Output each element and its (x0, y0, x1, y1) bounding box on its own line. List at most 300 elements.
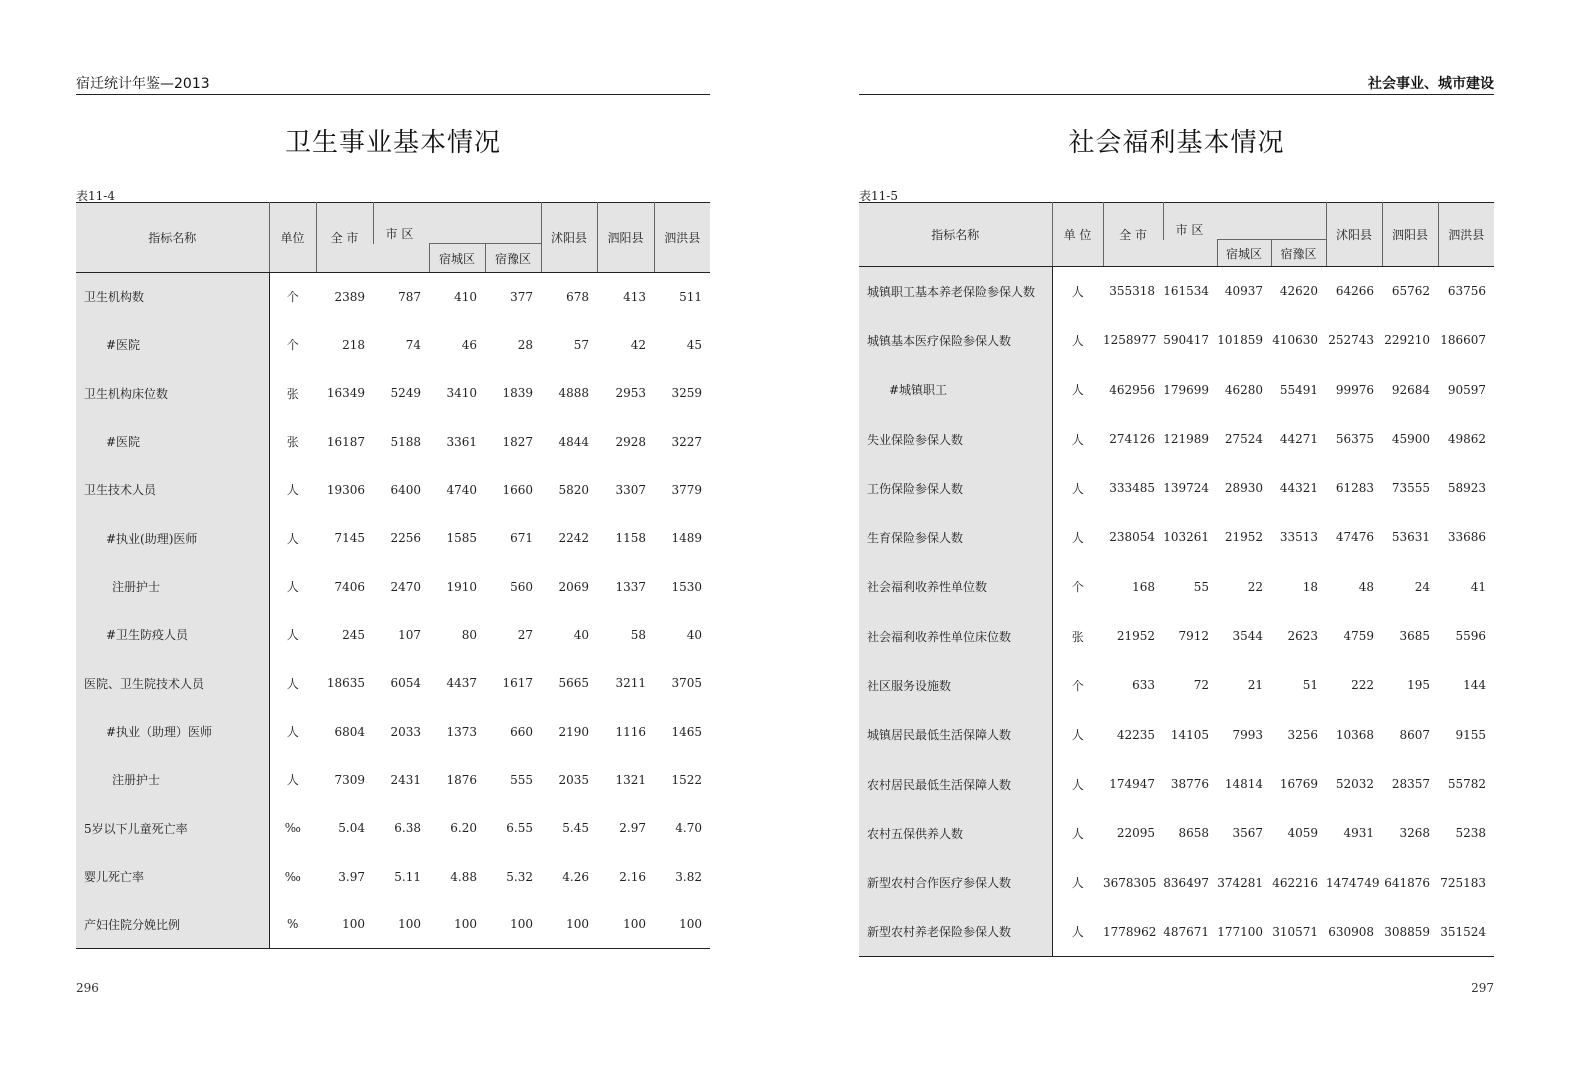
cell-sucheng: 22 (1247, 579, 1263, 594)
table-row (76, 611, 710, 659)
cell-siyang: 308859 (1384, 924, 1431, 939)
cell-sihong: 3.82 (675, 869, 702, 884)
cell-sucheng: 7993 (1232, 727, 1263, 742)
cell-total: 16349 (326, 386, 365, 400)
table-row (76, 804, 710, 853)
header-rule (76, 94, 710, 95)
table-row (859, 513, 1494, 562)
cell-siyang: 413 (623, 289, 647, 304)
cell-sihong: 144 (1463, 678, 1487, 692)
cell-shuyang: 4931 (1343, 826, 1375, 840)
row-unit: 个 (269, 273, 316, 321)
header-unit: 单 位 (1052, 203, 1103, 267)
cell-total: 5.04 (338, 821, 365, 835)
cell-sihong: 100 (679, 917, 702, 932)
cell-sucheng: 101859 (1217, 333, 1263, 347)
row-unit: 人 (1052, 858, 1103, 908)
row-indicator-name: 社会福利收养性单位数 (859, 562, 1052, 612)
cell-city-district: 487671 (1163, 924, 1209, 939)
cell-city-district: 836497 (1163, 875, 1209, 890)
table-row (76, 659, 710, 708)
cell-siyang: 2953 (615, 386, 647, 400)
cell-shuyang: 1474749 (1326, 875, 1380, 890)
table-row (859, 809, 1494, 858)
table-row (76, 756, 710, 804)
cell-shuyang: 5.45 (562, 821, 590, 835)
table-row (76, 853, 710, 901)
cell-suyu: 100 (510, 917, 534, 932)
cell-sucheng: 27524 (1224, 432, 1263, 446)
row-indicator-name: 工伤保险参保人数 (859, 464, 1052, 513)
header-total: 全 市 (316, 203, 373, 273)
row-indicator-name: #医院 (76, 418, 269, 466)
row-unit: 人 (1052, 760, 1103, 809)
cell-shuyang: 40 (573, 627, 590, 642)
cell-suyu: 462216 (1272, 875, 1319, 890)
cell-total: 245 (342, 627, 365, 642)
row-unit: 人 (269, 514, 316, 563)
cell-sihong: 1489 (671, 531, 702, 545)
cell-siyang: 28357 (1391, 777, 1431, 791)
cell-shuyang: 57 (573, 337, 590, 352)
cell-sucheng: 4740 (446, 482, 477, 497)
row-indicator-name: 社会福利收养性单位床位数 (859, 612, 1052, 661)
cell-total: 19306 (326, 482, 365, 497)
cell-shuyang: 61283 (1335, 481, 1375, 495)
cell-sucheng: 40937 (1224, 284, 1263, 299)
cell-siyang: 100 (623, 917, 647, 932)
cell-sihong: 3259 (671, 386, 702, 400)
row-unit: 张 (269, 369, 316, 418)
cell-shuyang: 678 (566, 289, 590, 304)
header-sucheng: 宿城区 (429, 244, 485, 273)
table-code: 表11-5 (859, 189, 898, 203)
table-title: 社会福利基本情况 (1068, 128, 1285, 158)
cell-sihong: 41 (1470, 579, 1487, 594)
cell-city-district: 161534 (1163, 284, 1209, 299)
cell-siyang: 42 (630, 337, 647, 352)
cell-siyang: 2.16 (619, 869, 647, 884)
row-unit: 人 (1052, 710, 1103, 760)
row-unit: 个 (269, 321, 316, 369)
row-unit: 人 (269, 659, 316, 708)
cell-sihong: 55782 (1447, 777, 1487, 791)
cell-shuyang: 2190 (558, 724, 590, 739)
header-total: 全 市 (1103, 203, 1163, 267)
cell-suyu: 55491 (1279, 382, 1319, 397)
row-unit: 人 (1052, 809, 1103, 858)
cell-total: 3.97 (338, 869, 365, 884)
cell-shuyang: 47476 (1335, 530, 1375, 544)
cell-total: 6804 (334, 724, 365, 739)
row-unit: 人 (1052, 908, 1103, 957)
cell-suyu: 28 (517, 337, 534, 352)
cell-sihong: 186607 (1440, 333, 1487, 347)
table-row (76, 418, 710, 466)
cell-sihong: 33686 (1447, 530, 1487, 544)
cell-suyu: 6.55 (506, 821, 534, 835)
row-unit: ‰ (269, 804, 316, 853)
running-head: 社会事业、城市建设 (1368, 76, 1494, 92)
row-indicator-name: 社区服务设施数 (859, 661, 1052, 710)
cell-sucheng: 3410 (446, 386, 477, 400)
header-siyang: 泗阳县 (1382, 203, 1438, 267)
row-unit: 张 (269, 418, 316, 466)
cell-sihong: 63756 (1447, 284, 1487, 299)
cell-siyang: 92684 (1391, 382, 1431, 397)
cell-shuyang: 4.26 (562, 869, 590, 884)
row-indicator-name: 城镇基本医疗保险参保人数 (859, 316, 1052, 365)
cell-shuyang: 99976 (1335, 382, 1375, 397)
row-indicator-name: 注册护士 (76, 563, 269, 611)
cell-sucheng: 3544 (1232, 629, 1263, 643)
cell-city-district: 2431 (390, 772, 421, 787)
header-indicator: 指标名称 (76, 203, 269, 273)
cell-total: 274126 (1109, 432, 1155, 446)
cell-sihong: 49862 (1447, 432, 1487, 446)
cell-siyang: 3211 (615, 676, 647, 690)
cell-siyang: 1116 (615, 724, 647, 739)
right-page (793, 0, 1587, 1077)
cell-total: 42235 (1116, 727, 1155, 742)
cell-total: 1258977 (1103, 333, 1157, 347)
cell-siyang: 195 (1407, 678, 1431, 692)
table-row (76, 273, 710, 321)
cell-total: 462956 (1109, 382, 1155, 397)
cell-total: 21952 (1116, 629, 1155, 643)
cell-total: 218 (342, 337, 365, 352)
cell-suyu: 660 (510, 724, 534, 739)
cell-shuyang: 5665 (558, 676, 590, 690)
cell-shuyang: 4888 (558, 386, 590, 400)
cell-sucheng: 3567 (1232, 826, 1263, 840)
table-row (859, 661, 1494, 710)
health-stats-table (76, 202, 710, 949)
cell-city-district: 100 (398, 917, 421, 932)
cell-sihong: 5596 (1455, 629, 1487, 643)
cell-siyang: 229210 (1384, 333, 1431, 347)
row-unit: ‰ (269, 853, 316, 901)
cell-sihong: 1465 (671, 724, 702, 739)
row-indicator-name: 失业保险参保人数 (859, 415, 1052, 464)
table-row (76, 563, 710, 611)
cell-total: 18635 (326, 676, 365, 690)
cell-sihong: 45 (686, 337, 702, 352)
row-indicator-name: #卫生防疫人员 (76, 611, 269, 659)
row-unit: 人 (1052, 365, 1103, 415)
table-row (859, 858, 1494, 908)
table-row (859, 760, 1494, 809)
row-unit: 人 (1052, 267, 1103, 316)
table-row (859, 415, 1494, 464)
running-head: 宿迁统计年鉴—2013 (76, 76, 210, 92)
welfare-stats-table (859, 202, 1494, 957)
row-indicator-name: 城镇职工基本养老保险参保人数 (859, 267, 1052, 316)
cell-sihong: 725183 (1440, 875, 1487, 890)
table-row (859, 267, 1494, 316)
cell-city-district: 8658 (1178, 826, 1209, 840)
cell-total: 100 (342, 917, 365, 932)
row-indicator-name: 新型农村合作医疗参保人数 (859, 858, 1052, 908)
cell-total: 3678305 (1103, 875, 1157, 890)
row-indicator-name: #医院 (76, 321, 269, 369)
header-siyang: 泗阳县 (597, 203, 654, 273)
cell-siyang: 45900 (1391, 432, 1431, 446)
cell-sihong: 58923 (1447, 481, 1487, 495)
table-row (76, 369, 710, 418)
cell-sucheng: 14814 (1224, 777, 1263, 791)
cell-total: 22095 (1116, 826, 1155, 840)
cell-siyang: 73555 (1391, 481, 1431, 495)
cell-shuyang: 2242 (558, 531, 590, 545)
cell-siyang: 3685 (1399, 629, 1431, 643)
cell-sucheng: 1910 (446, 579, 477, 594)
cell-siyang: 3307 (615, 482, 647, 497)
cell-city-district: 5249 (390, 386, 421, 400)
cell-sucheng: 4437 (446, 676, 477, 690)
cell-shuyang: 252743 (1328, 333, 1375, 347)
table-row (859, 612, 1494, 661)
row-unit: % (269, 901, 316, 949)
cell-total: 174947 (1109, 777, 1155, 791)
cell-city-district: 6054 (390, 676, 421, 690)
cell-suyu: 555 (510, 772, 534, 787)
cell-sihong: 511 (679, 289, 702, 304)
cell-sucheng: 46 (461, 337, 477, 352)
cell-city-district: 6400 (390, 482, 421, 497)
cell-sucheng: 21 (1247, 678, 1263, 692)
header-suyu: 宿豫区 (485, 244, 541, 273)
cell-city-district: 2033 (390, 724, 421, 739)
cell-suyu: 51 (1302, 678, 1319, 692)
cell-shuyang: 48 (1358, 579, 1375, 594)
cell-sihong: 9155 (1455, 727, 1487, 742)
cell-siyang: 8607 (1399, 727, 1431, 742)
table-row (859, 365, 1494, 415)
cell-suyu: 377 (510, 289, 534, 304)
cell-city-district: 38776 (1170, 777, 1209, 791)
cell-suyu: 410630 (1272, 333, 1319, 347)
cell-suyu: 310571 (1272, 924, 1319, 939)
cell-city-district: 103261 (1163, 530, 1209, 544)
cell-city-district: 14105 (1170, 727, 1209, 742)
row-indicator-name: #执业（助理）医师 (76, 708, 269, 756)
row-unit: 人 (1052, 415, 1103, 464)
cell-total: 238054 (1109, 530, 1155, 544)
cell-sihong: 5238 (1455, 826, 1487, 840)
cell-shuyang: 630908 (1328, 924, 1375, 939)
cell-shuyang: 10368 (1335, 727, 1375, 742)
cell-shuyang: 5820 (558, 482, 590, 497)
cell-sucheng: 1876 (446, 772, 477, 787)
header-city-spacer (1163, 240, 1217, 267)
cell-suyu: 44321 (1279, 481, 1319, 495)
cell-suyu: 1839 (502, 386, 534, 400)
cell-city-district: 787 (398, 289, 421, 304)
cell-sucheng: 6.20 (450, 821, 477, 835)
cell-sucheng: 1373 (446, 724, 477, 739)
cell-siyang: 2928 (615, 434, 647, 449)
cell-suyu: 1660 (502, 482, 534, 497)
cell-total: 2389 (334, 289, 365, 304)
cell-city-district: 107 (398, 627, 421, 642)
table-title: 卫生事业基本情况 (284, 128, 501, 158)
header-rule (859, 94, 1494, 95)
cell-total: 7309 (334, 772, 365, 787)
row-unit: 人 (269, 708, 316, 756)
cell-shuyang: 56375 (1335, 432, 1375, 446)
table-row (76, 514, 710, 563)
table-row (859, 710, 1494, 760)
cell-sucheng: 80 (461, 627, 477, 642)
header-sihong: 泗洪县 (1438, 203, 1494, 267)
row-indicator-name: #执业(助理)医师 (76, 514, 269, 563)
cell-siyang: 58 (630, 627, 647, 642)
cell-sihong: 3227 (671, 434, 702, 449)
cell-city-district: 2470 (390, 579, 421, 594)
cell-siyang: 1321 (615, 772, 647, 787)
cell-total: 633 (1132, 678, 1155, 692)
table-row (76, 466, 710, 514)
cell-sucheng: 100 (454, 917, 477, 932)
cell-shuyang: 4759 (1343, 629, 1375, 643)
cell-shuyang: 2035 (558, 772, 590, 787)
cell-total: 7145 (334, 531, 365, 545)
row-indicator-name: 农村五保供养人数 (859, 809, 1052, 858)
cell-city-district: 2256 (390, 531, 421, 545)
cell-suyu: 671 (510, 531, 534, 545)
cell-suyu: 3256 (1287, 727, 1319, 742)
row-unit: 人 (1052, 316, 1103, 365)
row-unit: 个 (1052, 661, 1103, 710)
cell-sucheng: 177100 (1217, 924, 1263, 939)
cell-siyang: 2.97 (619, 821, 647, 835)
cell-suyu: 42620 (1279, 284, 1319, 299)
cell-shuyang: 52032 (1335, 777, 1375, 791)
cell-city-district: 6.38 (394, 821, 421, 835)
cell-suyu: 4059 (1287, 826, 1319, 840)
row-indicator-name: 卫生机构数 (76, 273, 269, 321)
header-shuyang: 沭阳县 (541, 203, 597, 273)
cell-suyu: 44271 (1279, 432, 1319, 446)
row-unit: 人 (269, 466, 316, 514)
cell-city-district: 590417 (1163, 333, 1209, 347)
row-unit: 人 (269, 563, 316, 611)
cell-shuyang: 222 (1351, 678, 1375, 692)
cell-suyu: 33513 (1279, 530, 1319, 544)
cell-sihong: 40 (686, 627, 702, 642)
cell-shuyang: 64266 (1335, 284, 1375, 299)
cell-suyu: 16769 (1279, 777, 1319, 791)
table-row (859, 316, 1494, 365)
cell-siyang: 641876 (1384, 875, 1431, 890)
cell-siyang: 1337 (615, 579, 647, 594)
cell-city-district: 179699 (1163, 382, 1209, 397)
cell-shuyang: 100 (566, 917, 590, 932)
cell-sihong: 351524 (1440, 924, 1487, 939)
cell-sihong: 3779 (671, 482, 702, 497)
table-row (859, 562, 1494, 612)
cell-city-district: 139724 (1163, 481, 1209, 495)
cell-city-district: 72 (1193, 678, 1209, 692)
row-unit: 人 (269, 756, 316, 804)
row-unit: 人 (269, 611, 316, 659)
row-unit: 人 (1052, 513, 1103, 562)
cell-siyang: 53631 (1391, 530, 1431, 544)
cell-sucheng: 374281 (1217, 875, 1263, 890)
cell-total: 1778962 (1103, 924, 1157, 939)
cell-siyang: 24 (1414, 579, 1431, 594)
row-unit: 人 (1052, 464, 1103, 513)
table-row (76, 901, 710, 949)
cell-sucheng: 21952 (1224, 530, 1263, 544)
header-suyu: 宿豫区 (1271, 240, 1326, 267)
row-indicator-name: 产妇住院分娩比例 (76, 901, 269, 949)
cell-sihong: 1522 (671, 772, 702, 787)
cell-total: 7406 (334, 579, 365, 594)
cell-sihong: 90597 (1447, 382, 1487, 397)
cell-sihong: 3705 (671, 676, 702, 690)
row-indicator-name: 农村居民最低生活保障人数 (859, 760, 1052, 809)
cell-siyang: 1158 (615, 531, 647, 545)
cell-sihong: 4.70 (675, 821, 702, 835)
cell-city-district: 7912 (1178, 629, 1209, 643)
cell-shuyang: 2069 (558, 579, 590, 594)
header-city-spacer (373, 244, 429, 273)
row-indicator-name: 生育保险参保人数 (859, 513, 1052, 562)
cell-shuyang: 4844 (558, 434, 590, 449)
cell-sucheng: 1585 (446, 531, 477, 545)
cell-suyu: 1617 (502, 676, 534, 690)
cell-sucheng: 410 (454, 289, 477, 304)
row-indicator-name: #城镇职工 (859, 365, 1052, 415)
cell-sucheng: 46280 (1224, 382, 1263, 397)
left-page (0, 0, 793, 1077)
cell-total: 355318 (1109, 284, 1155, 299)
row-indicator-name: 婴儿死亡率 (76, 853, 269, 901)
cell-siyang: 3268 (1399, 826, 1431, 840)
cell-suyu: 560 (510, 579, 534, 594)
table-row (76, 708, 710, 756)
header-city-district: 市 区 (373, 203, 541, 244)
cell-total: 16187 (326, 434, 365, 449)
page-number: 297 (1471, 981, 1494, 995)
table-code: 表11-4 (76, 189, 115, 203)
cell-total: 168 (1132, 579, 1155, 594)
cell-city-district: 5188 (390, 434, 421, 449)
page-number: 296 (76, 981, 99, 995)
header-sucheng: 宿城区 (1217, 240, 1271, 267)
row-indicator-name: 卫生机构床位数 (76, 369, 269, 418)
row-indicator-name: 卫生技术人员 (76, 466, 269, 514)
cell-city-district: 5.11 (394, 869, 421, 884)
row-indicator-name: 新型农村养老保险参保人数 (859, 908, 1052, 957)
row-indicator-name: 注册护士 (76, 756, 269, 804)
header-sihong: 泗洪县 (654, 203, 710, 273)
cell-sucheng: 3361 (446, 434, 477, 449)
header-indicator: 指标名称 (859, 203, 1052, 267)
row-unit: 张 (1052, 612, 1103, 661)
cell-suyu: 18 (1302, 579, 1319, 594)
header-city-district: 市 区 (1163, 203, 1326, 240)
cell-city-district: 121989 (1163, 432, 1209, 446)
table-row (76, 321, 710, 369)
cell-siyang: 65762 (1391, 284, 1431, 299)
cell-suyu: 27 (517, 627, 534, 642)
cell-total: 333485 (1109, 481, 1155, 495)
cell-city-district: 74 (405, 337, 421, 352)
cell-suyu: 5.32 (506, 869, 534, 884)
